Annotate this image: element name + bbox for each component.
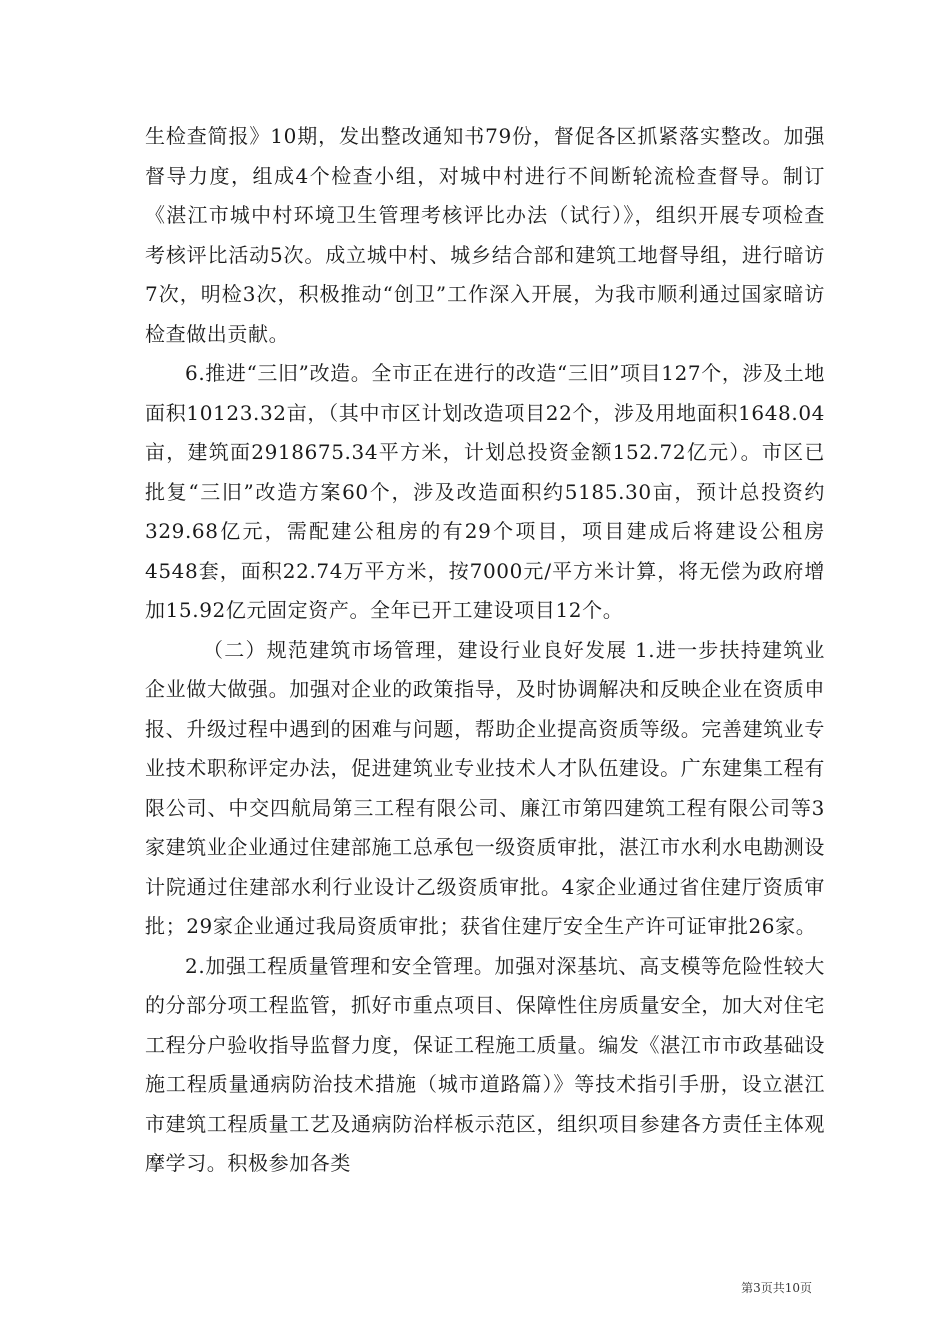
paragraph-quality-safety: 2.加强工程质量管理和安全管理。加强对深基坑、高支模等危险性较大的分部分项工程监管，抓好市重点项目、保障性住房质量安全，加大对住宅工程分户验收指导监督力度，保证工程施工质量。编发《湛江市市政基础设施工程质量通病防治技术措施（城市道路篇）》等技术指引手册，设立湛江市建筑工程质量工艺及通病防治样板示范区，组织项目参建各方责任主体观摩学习。积极参加各类	[145, 953, 825, 1175]
document-body	[145, 117, 825, 1184]
page-number: 第3页共10页	[741, 1281, 812, 1295]
paragraph-construction-market: （二）规范建筑市场管理，建设行业良好发展 1.进一步扶持建筑业企业做大做强。加强对企业的政策指导，及时协调解决和反映企业在资质申报、升级过程中遇到的困难与问题，帮助企业提高资质等级。完善建筑业专业技术职称评定办法，促进建筑业专业技术人才队伍建设。广东建集工程有限公司、中交四航局第三工程有限公司、廉江市第四建筑工程有限公司等3家建筑业企业通过住建部施工总承包一级资质审批，湛江市水利水电勘测设计院通过住建部水利行业设计乙级资质审批。4家企业通过省住建厅资质审批；29家企业通过我局资质审批；获省住建厅安全生产许可证审批26家。	[145, 637, 825, 938]
paragraph-three-old-renovation: 6.推进“三旧”改造。全市正在进行的改造“三旧”项目127个，涉及土地面积10123.32亩，（其中市区计划改造项目22个，涉及用地面积1648.04亩，建筑面2918675.34平方米，计划总投资金额152.72亿元）。市区已批复“三旧”改造方案60个，涉及改造面积约5185.30亩，预计总投资约329.68亿元，需配建公租房的有29个项目，项目建成后将建设公租房4548套，面积22.74万平方米，按7000元/平方米计算，将无偿为政府增加15.92亿元固定资产。全年已开工建设项目12个。	[145, 361, 825, 622]
paragraph-city-village-inspection: 生检查简报》10期，发出整改通知书79份，督促各区抓紧落实整改。加强督导力度，组成4个检查小组，对城中村进行不间断轮流检查督导。制订《湛江市城中村环境卫生管理考核评比办法（试行）》，组织开展专项检查考核评比活动5次。成立城中村、城乡结合部和建筑工地督导组，进行暗访7次，明检3次，积极推动“创卫”工作深入开展，为我市顺利通过国家暗访检查做出贡献。	[145, 124, 825, 346]
